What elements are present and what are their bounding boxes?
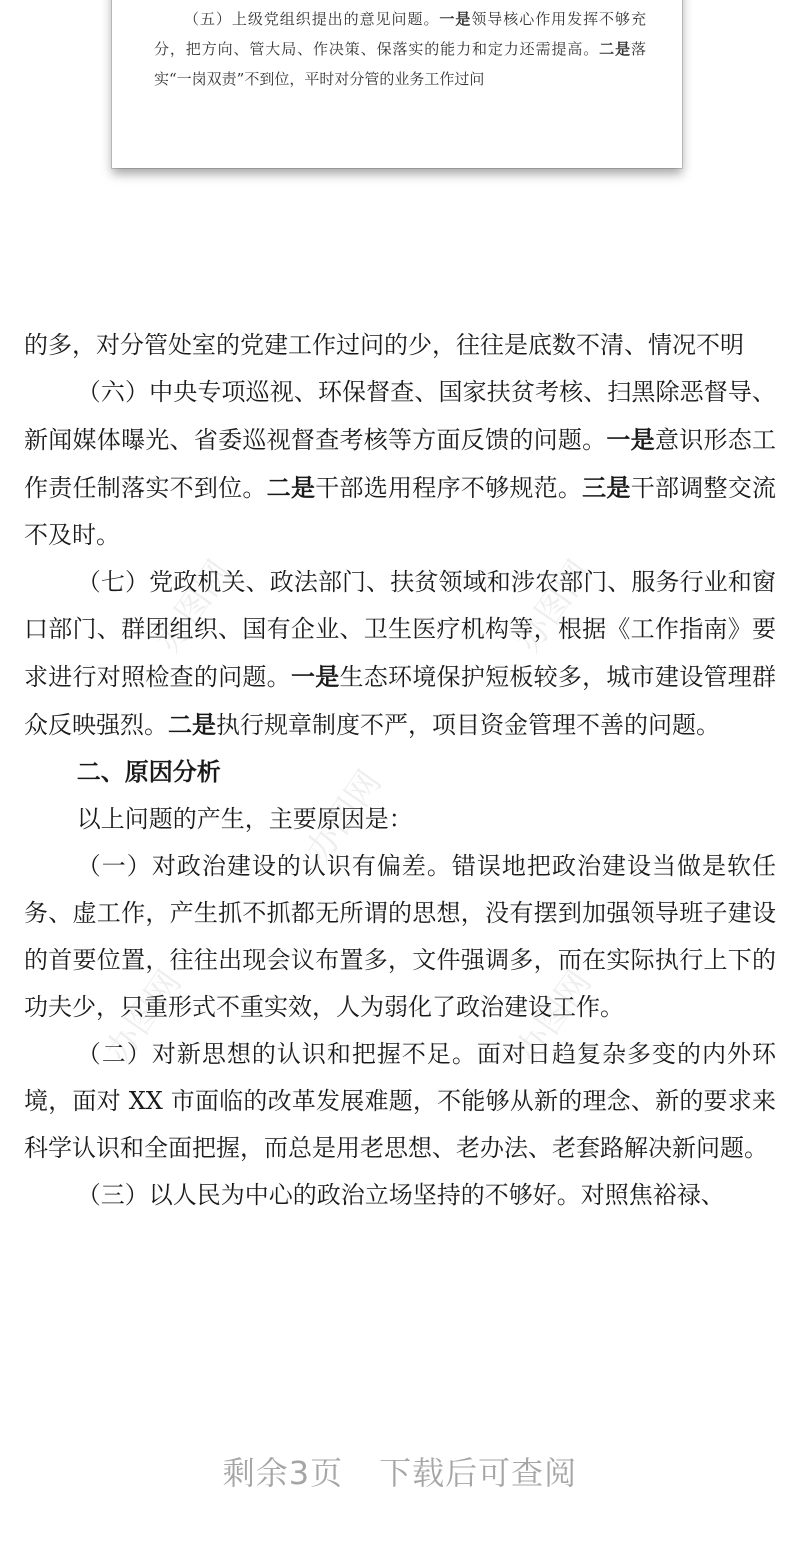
preview-text [154, 4, 646, 94]
paragraph: （三）以人民为中心的政治立场坚持的不够好。对照焦裕禄、 [76, 1181, 725, 1209]
text-run: 生态环境保护短板较多，城市建设管理群众反映强烈。 [24, 663, 777, 739]
paragraph [24, 559, 776, 749]
watermark: 办图网 [508, 963, 600, 1070]
paragraph: （二）对新思想的认识和把握不足。面对日趋复杂多变的内外环境，面对 XX 市面临的改革发展难题，不能够从新的理念、新的要求来科学认识和全面把握，而总是用老思想、老办法、老套路解决新问题。 [24, 1040, 776, 1162]
page-preview-card [112, 0, 682, 168]
preview-paragraph [154, 4, 646, 94]
preview-bold-run: 一是 [439, 10, 472, 28]
bold-run: 一是 [290, 662, 340, 691]
paragraph: 以上问题的产生，主要原因是： [76, 805, 413, 833]
paragraph: 的多，对分管处室的党建工作过问的少，往往是底数不清、情况不明 [24, 331, 744, 359]
preview-text-run: （五）上级党组织提出的意见问题。 [184, 10, 440, 28]
preview-text-run: 落实“一岗双责”不到位，平时对分管的业务工作过问 [154, 40, 646, 88]
download-prompt[interactable] [0, 1448, 800, 1494]
text-run: 干部调整交流不及时。 [24, 474, 777, 549]
text-run: （七）党政机关、政法部门、扶贫领域和涉农部门、服务行业和窗口部门、群团组织、国有企业、卫生医疗机构等，根据《工作指南》要求进行对照检查的问题。 [24, 568, 776, 691]
section-heading: 二、原因分析 [76, 758, 221, 786]
text-run: 干部选用程序不够规范。 [315, 474, 583, 502]
watermark: 办图网 [508, 553, 600, 660]
text-run: 意识形态工作责任制落实不到位。 [24, 426, 777, 502]
preview-area [0, 0, 800, 185]
watermark: 办图网 [98, 963, 190, 1070]
bold-run: 三是 [582, 473, 631, 502]
download-to-view-label[interactable]: 下载后可查阅 [379, 1454, 578, 1492]
bold-run: 一是 [606, 425, 655, 454]
paragraph: （一）对政治建设的认识有偏差。错误地把政治建设当做是软任务、虚工作，产生抓不抓都无所谓的思想，没有摆到加强领导班子建设的首要位置，往往出现会议布置多，文件强调多，而在实际执行上下的功夫少，只重形式不重实效，人为弱化了政治建设工作。 [24, 852, 776, 1021]
document-body [24, 322, 776, 1219]
watermark: 办图网 [148, 553, 240, 660]
bold-run: 二是 [266, 473, 316, 502]
preview-bold-run: 二是 [599, 40, 631, 58]
preview-text-run: 领导核心作用发挥不够充分，把方向、管大局、作决策、保落实的能力和定力还需提高。 [154, 10, 646, 58]
remaining-pages-label: 剩余3页 [222, 1454, 344, 1492]
bold-run: 二是 [168, 710, 216, 739]
watermark: 办图网 [298, 763, 390, 870]
paragraph [24, 369, 776, 559]
text-run: （六）中央专项巡视、环保督查、国家扶贫考核、扫黑除恶督导、新闻媒体曝光、省委巡视督查考核等方面反馈的问题。 [24, 378, 776, 454]
text-run: 执行规章制度不严，项目资金管理不善的问题。 [216, 711, 720, 739]
